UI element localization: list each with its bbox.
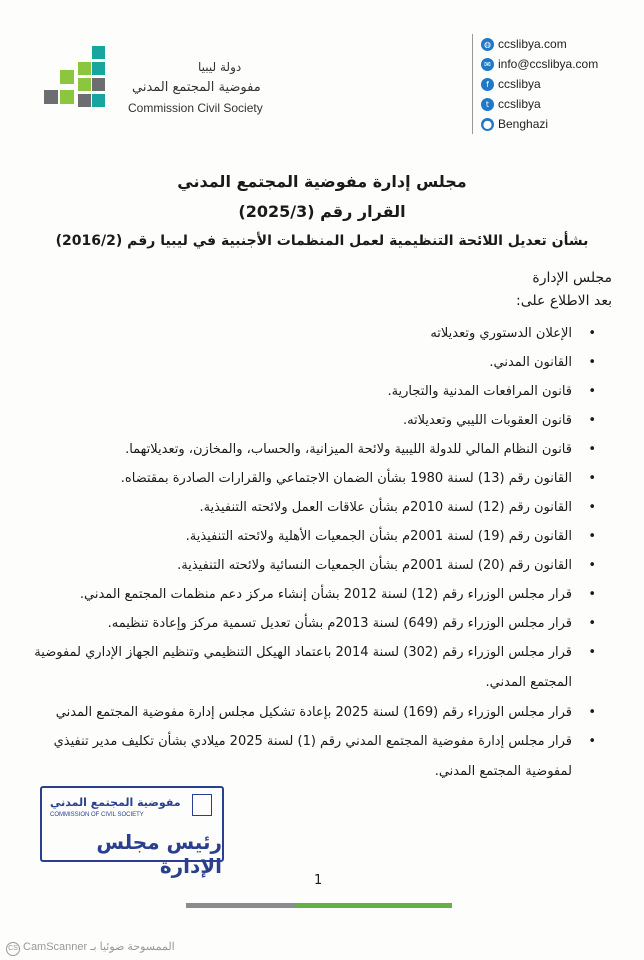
contact-block — [472, 34, 631, 134]
camscanner-icon: CS — [6, 942, 20, 956]
location-icon: ⬤ — [481, 118, 494, 131]
footer-bar-gray — [186, 903, 296, 908]
list-item: • قرار مجلس الوزراء رقم (12) لسنة 2012 بشأن إنشاء مركز دعم منظمات المجتمع المدني. — [22, 580, 612, 609]
list-item: • قانون العقوبات الليبي وتعديلاته. — [22, 406, 612, 435]
page-number: 1 — [314, 873, 323, 888]
twitter-icon: t — [481, 98, 494, 111]
org-name-en: Commission Civil Society — [128, 101, 263, 115]
org-name-ar: مفوضية المجتمع المدني — [132, 80, 261, 95]
list-item: • القانون رقم (19) لسنة 2001م بشأن الجمعيات الأهلية ولائحته التنفيذية. — [22, 522, 612, 551]
contact-email[interactable]: ✉ info@ccslibya.com — [481, 54, 631, 74]
list-item: • قرار مجلس إدارة مفوضية المجتمع المدني رقم (1) لسنة 2025 ميلادي بشأن تكليف مدير تنفيذي لمفوضية المجتمع المدني. — [22, 727, 612, 787]
intro-label: بعد الاطلاع على: — [516, 293, 612, 309]
list-item: • قرار مجلس الوزراء رقم (302) لسنة 2014 باعتماد الهيكل التنظيمي وتنظيم الجهاز الإداري لمفوضية المجتمع المدني. — [22, 638, 612, 698]
stamp-org-ar: مفوضية المجتمع المدني — [50, 796, 181, 809]
list-item: • قانون المرافعات المدنية والتجارية. — [22, 377, 612, 406]
official-stamp — [40, 786, 224, 878]
email-icon: ✉ — [481, 58, 494, 71]
document-title: مجلس إدارة مفوضية المجتمع المدني — [177, 172, 467, 191]
references-list — [22, 319, 612, 787]
stamp-org-en: COMMISSION OF CIVIL SOCIETY — [50, 812, 144, 818]
decision-subject: بشأن تعديل اللائحة التنظيمية لعمل المنظمات الأجنبية في ليبيا رقم (2016/2) — [55, 233, 589, 249]
list-item: • قرار مجلس الوزراء رقم (169) لسنة 2025 بإعادة تشكيل مجلس إدارة مفوضية المجتمع المدني — [22, 698, 612, 727]
stamp-signature-title: رئيس مجلس الإدارة — [96, 830, 222, 878]
board-label: مجلس الإدارة — [532, 270, 612, 286]
stamp-emblem-icon — [192, 794, 212, 816]
contact-location: ⬤ Benghazi — [481, 114, 631, 134]
contact-facebook[interactable]: f ccslibya — [481, 74, 631, 94]
contact-website[interactable]: ◍ ccslibya.com — [481, 34, 631, 54]
contact-twitter[interactable]: t ccslibya — [481, 94, 631, 114]
list-item: • القانون رقم (13) لسنة 1980 بشأن الضمان الاجتماعي والقرارات الصادرة بمقتضاه. — [22, 464, 612, 493]
facebook-icon: f — [481, 78, 494, 91]
footer-bar-green — [296, 903, 452, 908]
list-item: • القانون رقم (20) لسنة 2001م بشأن الجمعيات النسائية ولائحته التنفيذية. — [22, 551, 612, 580]
list-item: • القانون المدني. — [22, 348, 612, 377]
globe-icon: ◍ — [481, 38, 494, 51]
list-item: • قانون النظام المالي للدولة الليبية ولائحة الميزانية، والحساب، والمخازن، وتعديلاتهما. — [22, 435, 612, 464]
decision-number: القرار رقم (2025/3) — [238, 202, 406, 221]
org-country: دولة ليبيا — [198, 60, 242, 74]
scanner-watermark: CS CamScanner الممسوحة ضوئيا بـ — [6, 940, 175, 956]
list-item: • قرار مجلس الوزراء رقم (649) لسنة 2013م بشأن تعديل تسمية مركز وإعادة تنظيمه. — [22, 609, 612, 638]
list-item: • القانون رقم (12) لسنة 2010م بشأن علاقات العمل ولائحته التنفيذية. — [22, 493, 612, 522]
list-item: • الإعلان الدستوري وتعديلاته — [22, 319, 612, 348]
